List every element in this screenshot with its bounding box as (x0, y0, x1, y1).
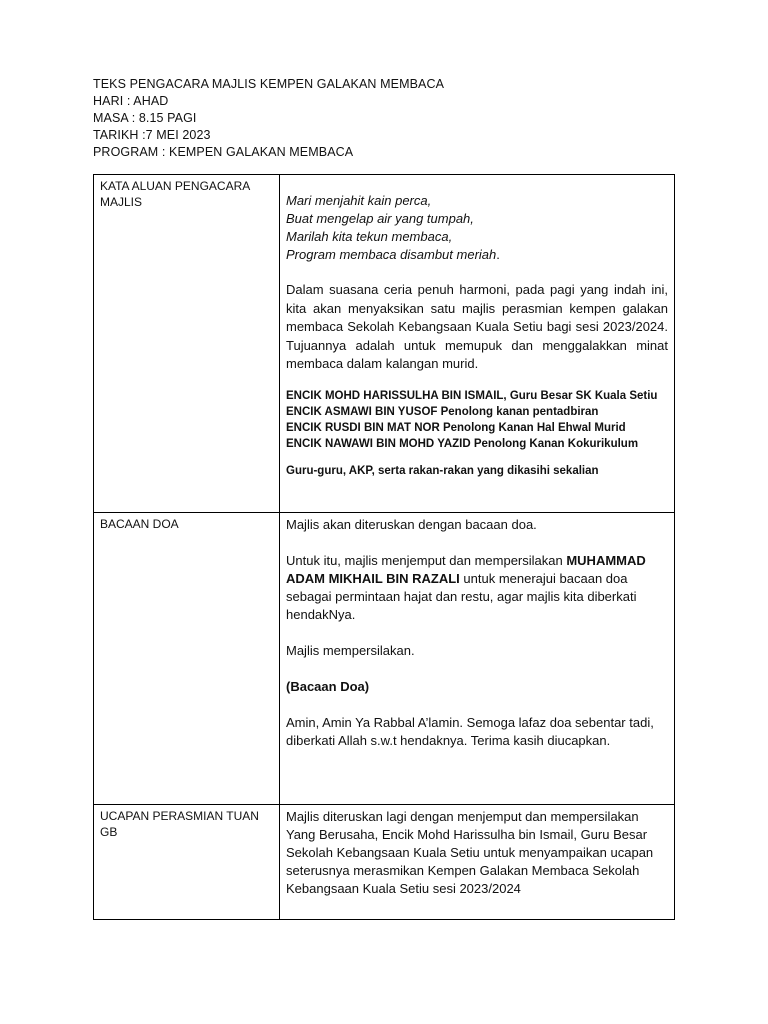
doa-reader-name: MUHAMMAD ADAM MIKHAIL BIN RAZALI (286, 553, 646, 586)
pantun-line: Buat mengelap air yang tumpah, (286, 211, 474, 226)
doa-invitation (286, 552, 668, 624)
row-label-kata-aluan: KATA ALUAN PENGACARA MAJLIS (94, 175, 280, 513)
row-content-kata-aluan (280, 175, 675, 513)
event-time: MASA : 8.15 PAGI (93, 111, 197, 125)
event-program: PROGRAM : KEMPEN GALAKAN MEMBACA (93, 145, 354, 159)
event-date: TARIKH :7 MEI 2023 (93, 128, 211, 142)
dignitary-name: ENCIK NAWAWI BIN MOHD YAZID Penolong Kanan Kokurikulum (286, 437, 639, 450)
doa-invitation-text: Untuk itu, majlis menjemput dan mempersilakan (286, 553, 567, 568)
document-title: TEKS PENGACARA MAJLIS KEMPEN GALAKAN MEMBACA (93, 77, 445, 91)
ucapan-paragraph: Majlis diteruskan lagi dengan menjemput dan mempersilakan Yang Berusaha, Encik Mohd Harissulha bin Ismail, Guru Besar Sekolah Kebangsaan Kuala Setiu untuk menyampaikan ucapan seterusnya merasmikan Kempen Galakan Membaca Sekolah Kebangsaan Kuala Setiu sesi 2023/2024 (286, 809, 654, 896)
row-content-bacaan-doa (280, 513, 675, 805)
pantun-line: Program membaca disambut meriah (286, 247, 497, 262)
welcome-paragraph: Dalam suasana ceria penuh harmoni, pada pagi yang indah ini, kita akan menyaksikan satu majlis perasmian kempen galakan membaca Sekolah Kebangsaan Kuala Setiu bagi sesi 2023/2024. Tujuannya adalah untuk memupuk dan menggalakkan minat membaca dalam kalangan murid. (286, 282, 668, 371)
row-label-ucapan: UCAPAN PERASMIAN TUAN GB (94, 805, 280, 920)
table-row (94, 805, 675, 920)
pantun-period: . (496, 247, 500, 262)
row-content-ucapan (280, 805, 675, 920)
dignitary-name: ENCIK ASMAWI BIN YUSOF Penolong kanan pentadbiran (286, 405, 599, 418)
audience-greeting: Guru-guru, AKP, serta rakan-rakan yang dikasihi sekalian (286, 464, 599, 477)
pantun-verse (286, 192, 668, 264)
table-row (94, 513, 675, 805)
dignitary-name: ENCIK RUSDI BIN MAT NOR Penolong Kanan Hal Ehwal Murid (286, 421, 626, 434)
pantun-line: Marilah kita tekun membaca, (286, 229, 453, 244)
table-row (94, 175, 675, 513)
document-header (93, 76, 444, 161)
pantun-line: Mari menjahit kain perca, (286, 193, 432, 208)
doa-invite-line: Majlis mempersilakan. (286, 643, 415, 658)
doa-intro: Majlis akan diteruskan dengan bacaan doa. (286, 517, 537, 532)
doa-closing: Amin, Amin Ya Rabbal A’lamin. Semoga lafaz doa sebentar tadi, diberkati Allah s.w.t hendaknya. Terima kasih diucapkan. (286, 715, 654, 748)
row-label-bacaan-doa: BACAAN DOA (94, 513, 280, 805)
dignitaries-list (286, 388, 668, 452)
doa-marker: (Bacaan Doa) (286, 679, 370, 694)
dignitary-name: ENCIK MOHD HARISSULHA BIN ISMAIL, Guru Besar SK Kuala Setiu (286, 389, 658, 402)
emcee-script-table (93, 174, 675, 920)
event-day: HARI : AHAD (93, 94, 169, 108)
doa-invitation-text-end: untuk menerajui bacaan doa sebagai permintaan hajat dan restu, agar majlis kita diberkati hendakNya. (286, 571, 637, 622)
